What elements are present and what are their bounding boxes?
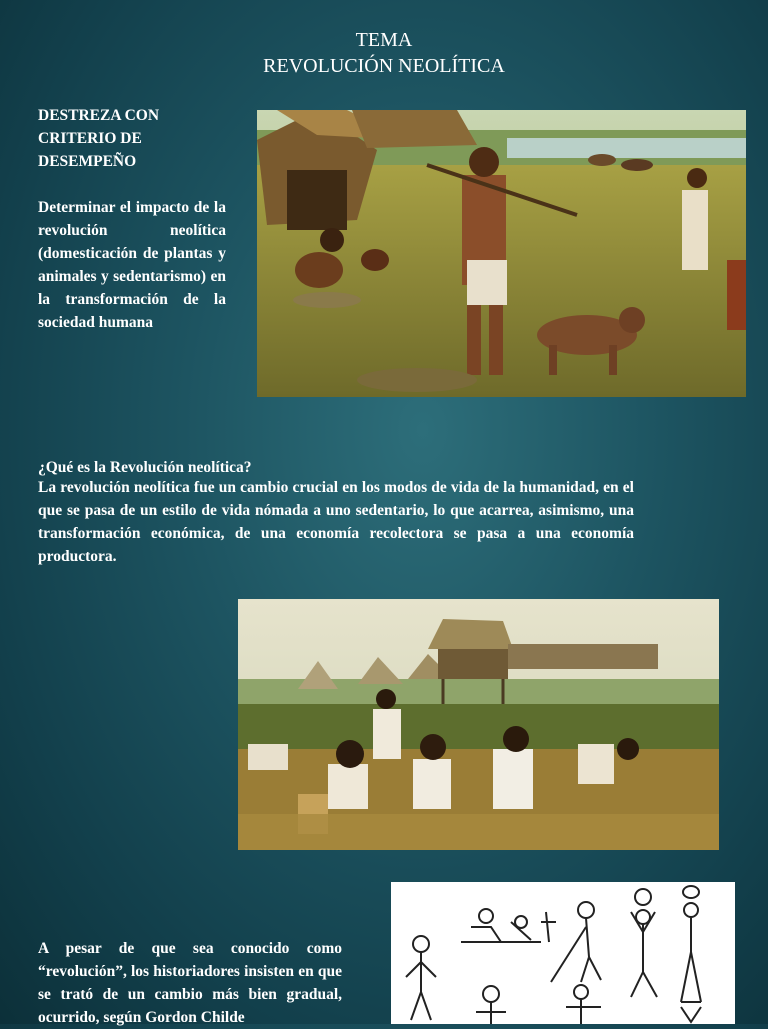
harvest-illustration bbox=[238, 599, 719, 850]
tema-heading: TEMA bbox=[355, 29, 413, 51]
prehistoric-figures-sketch bbox=[391, 882, 735, 1024]
destreza-heading: DESTREZA CON CRITERIO DE DESEMPEÑO bbox=[38, 107, 160, 170]
destreza-objective: Determinar el impacto de la revolución neolítica (domesticación de plantas y animales y sedentarismo) en la transformación de la sociedad humana bbox=[38, 199, 226, 331]
closing-paragraph: A pesar de que sea conocido como “revolución”, los historiadores insisten en que se trató de un cambio más bien gradual, ocurrido, según Gordon Childe bbox=[38, 940, 342, 1026]
neolithic-village-illustration bbox=[257, 110, 746, 397]
page-title: REVOLUCIÓN NEOLÍTICA bbox=[263, 55, 505, 77]
intro-paragraph: La revolución neolítica fue un cambio crucial en los modos de vida de la humanidad, en el que se pasa de un estilo de vida nómada a uno sedentario, lo que acarrea, asimismo, una transformación económica, de una economía recolectora se pasa a una economía productora. bbox=[38, 479, 634, 565]
intro-question: ¿Qué es la Revolución neolítica? bbox=[38, 459, 252, 476]
